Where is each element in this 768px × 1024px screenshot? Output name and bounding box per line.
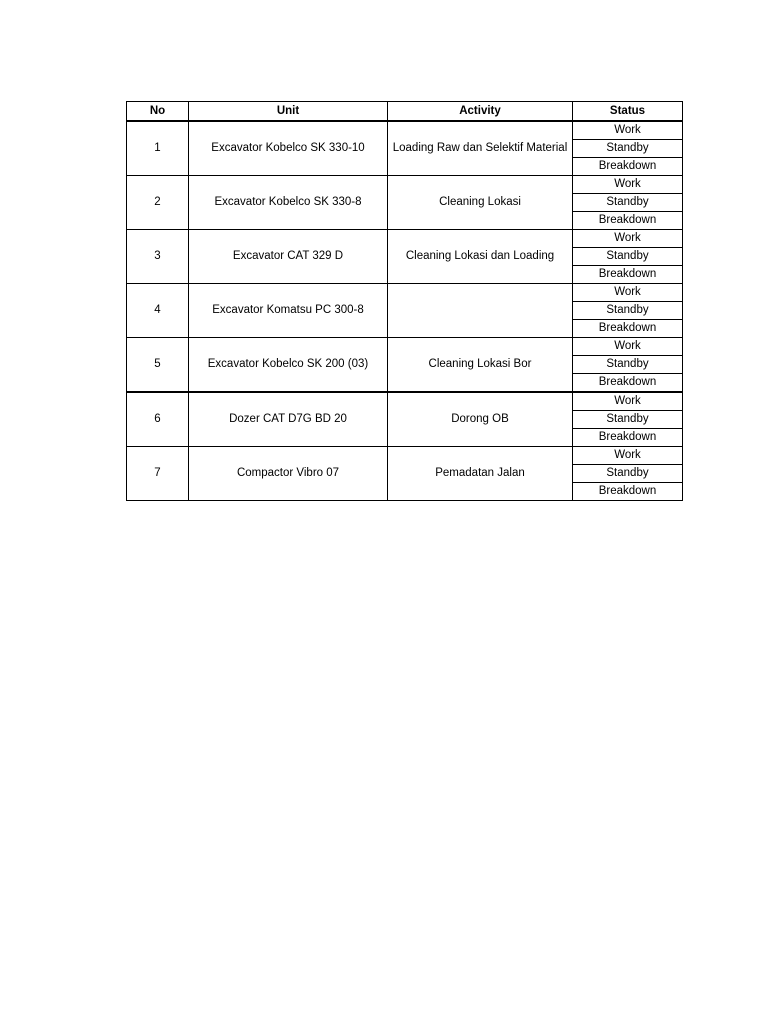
cell-activity: Pemadatan Jalan (388, 447, 573, 501)
cell-activity: Cleaning Lokasi (388, 176, 573, 230)
cell-unit: Dozer CAT D7G BD 20 (189, 392, 388, 447)
cell-unit: Excavator Kobelco SK 200 (03) (189, 338, 388, 393)
cell-activity: Dorong OB (388, 392, 573, 447)
header-activity: Activity (388, 102, 573, 122)
cell-no: 7 (127, 447, 189, 501)
cell-unit: Compactor Vibro 07 (189, 447, 388, 501)
table-header-row (127, 102, 683, 122)
table-row (127, 230, 683, 248)
cell-status: Breakdown (573, 212, 683, 230)
table-row (127, 284, 683, 302)
cell-status: Work (573, 392, 683, 411)
cell-status: Standby (573, 356, 683, 374)
header-unit: Unit (189, 102, 388, 122)
table-row (127, 447, 683, 465)
cell-status: Breakdown (573, 429, 683, 447)
cell-activity: Cleaning Lokasi dan Loading (388, 230, 573, 284)
table-body (127, 121, 683, 501)
cell-activity: Loading Raw dan Selektif Material (388, 121, 573, 176)
cell-unit: Excavator Kobelco SK 330-10 (189, 121, 388, 176)
cell-no: 6 (127, 392, 189, 447)
table-row (127, 121, 683, 140)
equipment-status-table (126, 101, 683, 501)
cell-status: Breakdown (573, 320, 683, 338)
cell-status: Breakdown (573, 374, 683, 393)
table-row (127, 338, 683, 356)
cell-activity: Cleaning Lokasi Bor (388, 338, 573, 393)
header-no: No (127, 102, 189, 122)
cell-no: 1 (127, 121, 189, 176)
cell-status: Standby (573, 140, 683, 158)
cell-status: Standby (573, 194, 683, 212)
cell-status: Standby (573, 411, 683, 429)
cell-activity (388, 284, 573, 338)
cell-status: Standby (573, 302, 683, 320)
cell-status: Work (573, 284, 683, 302)
header-status: Status (573, 102, 683, 122)
cell-status: Breakdown (573, 158, 683, 176)
cell-unit: Excavator Kobelco SK 330-8 (189, 176, 388, 230)
cell-status: Work (573, 338, 683, 356)
cell-status: Work (573, 176, 683, 194)
table-row (127, 392, 683, 411)
cell-status: Standby (573, 465, 683, 483)
cell-status: Breakdown (573, 483, 683, 501)
cell-no: 3 (127, 230, 189, 284)
cell-no: 2 (127, 176, 189, 230)
cell-no: 4 (127, 284, 189, 338)
cell-status: Standby (573, 248, 683, 266)
cell-unit: Excavator Komatsu PC 300-8 (189, 284, 388, 338)
cell-status: Work (573, 121, 683, 140)
cell-unit: Excavator CAT 329 D (189, 230, 388, 284)
table-row (127, 176, 683, 194)
cell-status: Work (573, 230, 683, 248)
cell-status: Breakdown (573, 266, 683, 284)
cell-no: 5 (127, 338, 189, 393)
cell-status: Work (573, 447, 683, 465)
